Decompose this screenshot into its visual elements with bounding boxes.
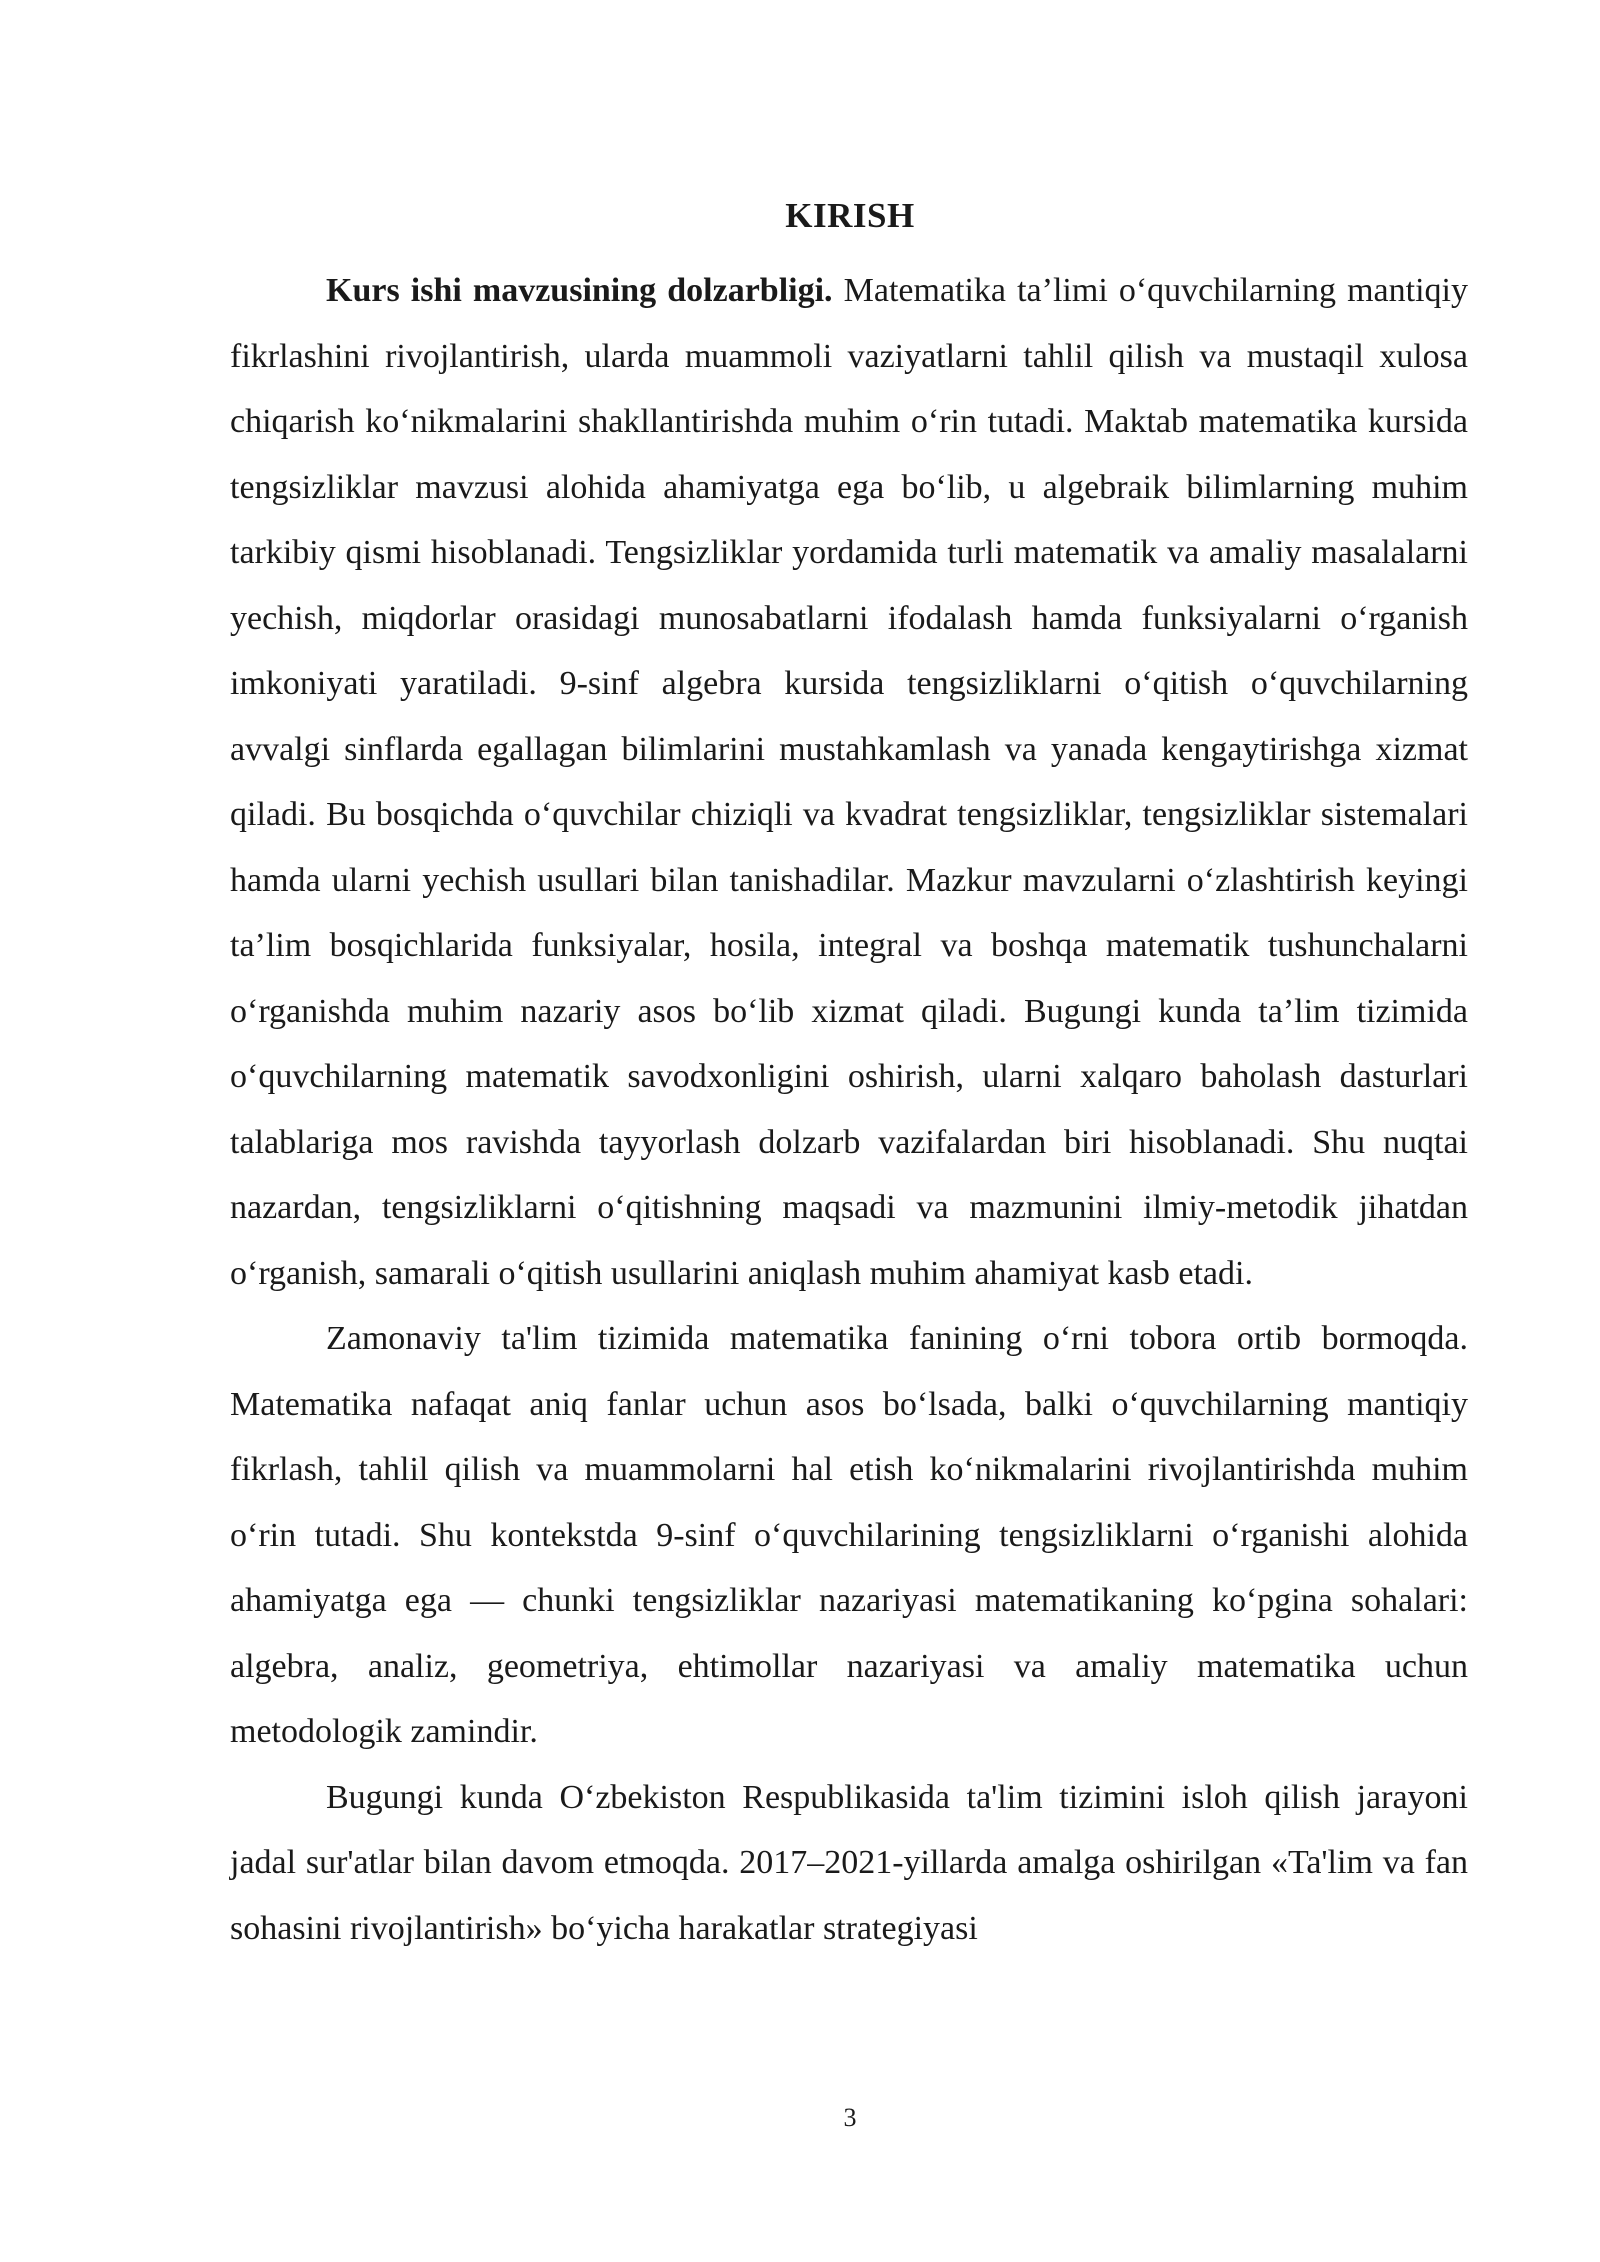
- body-text: [230, 258, 1468, 1961]
- paragraph-reform: [230, 1765, 1468, 1962]
- paragraph-text: Matematika ta’limi o‘quvchilarning mantiqiy fikrlashini rivojlantirish, ularda muammoli vaziyatlarni tahlil qilish va mustaqil xulosa chiqarish ko‘nikmalarini shakllantirishda muhim o‘rin tutadi. Maktab matematika kursida tengsizliklar mavzusi alohida ahamiyatga ega bo‘lib, u algebraik bilimlarning muhim tarkibiy qismi hisoblanadi. Tengsizliklar yordamida turli matematik va amaliy masalalarni yechish, miqdorlar orasidagi munosabatlarni ifodalash hamda funksiyalarni o‘rganish imkoniyati yaratiladi. 9-sinf algebra kursida tengsizliklarni o‘qitish o‘quvchilarning avvalgi sinflarda egallagan bilimlarini mustahkamlash va yanada kengaytirishga xizmat qiladi. Bu bosqichda o‘quvchilar chiziqli va kvadrat tengsizliklar, tengsizliklar sistemalari hamda ularni yechish usullari bilan tanishadilar. Mazkur mavzularni o‘zlashtirish keyingi ta’lim bosqichlarida funksiyalar, hosila, integral va boshqa matematik tushunchalarni o‘rganishda muhim nazariy asos bo‘lib xizmat qiladi. Bugungi kunda ta’lim tizimida o‘quvchilarning matematik savodxonligini oshirish, ularni xalqaro baholash dasturlari talablariga mos ravishda tayyorlash dolzarb vazifalardan biri hisoblanadi. Shu nuqtai nazardan, tengsizliklarni o‘qitishning maqsadi va mazmunini ilmiy-metodik jihatdan o‘rganish, samarali o‘qitish usullarini aniqlash muhim ahamiyat kasb etadi.: [230, 272, 1468, 1292]
- paragraph-modern-education: [230, 1306, 1468, 1765]
- paragraph-lead: Kurs ishi mavzusining dolzarbligi.: [326, 272, 833, 309]
- paragraph-relevance: [230, 258, 1468, 1306]
- page-number: 3: [843, 2103, 857, 2132]
- paragraph-text: Bugungi kunda O‘zbekiston Respublikasida ta'lim tizimini isloh qilish jarayoni jadal sur'atlar bilan davom etmoqda. 2017–2021-yillarda amalga oshirilgan «Ta'lim va fan sohasini rivojlantirish» bo‘yicha harakatlar strategiyasi: [230, 1778, 1468, 1947]
- paragraph-text: Zamonaviy ta'lim tizimida matematika fanining o‘rni tobora ortib bormoqda. Matematika nafaqat aniq fanlar uchun asos bo‘lsada, balki o‘quvchilarning mantiqiy fikrlash, tahlil qilish va muammolarni hal etish ko‘nikmalarini rivojlantirishda muhim o‘rin tutadi. Shu kontekstda 9-sinf o‘quvchilarining tengsizliklarni o‘rganishi alohida ahamiyatga ega — chunki tengsizliklar nazariyasi matematikaning ko‘pgina sohalari: algebra, analiz, geometriya, ehtimollar nazariyasi va amaliy matematika uchun metodologik zamindir.: [230, 1320, 1468, 1750]
- section-title: KIRISH: [785, 196, 915, 235]
